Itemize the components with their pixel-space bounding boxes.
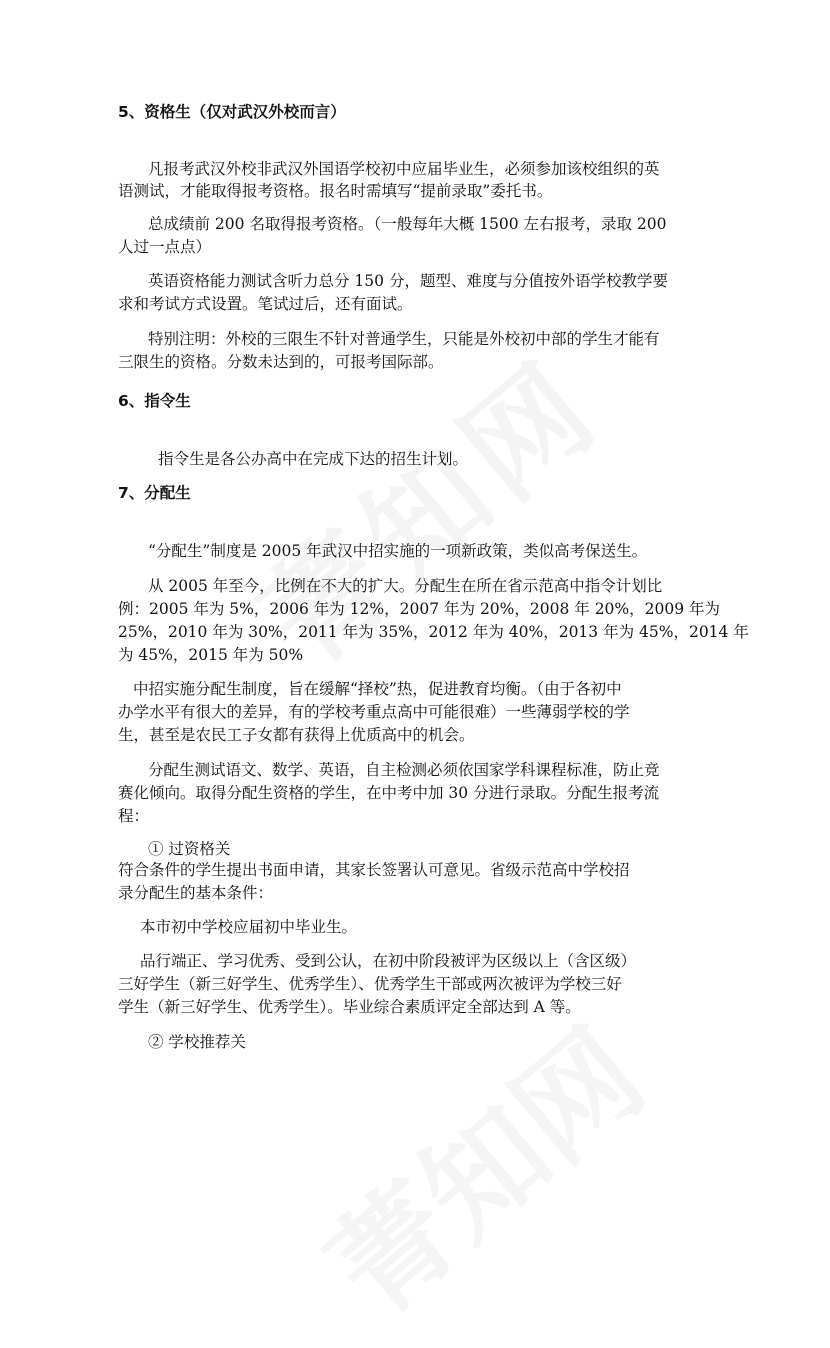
paragraph-line: 求和考试方式设置。笔试过后，还有面试。 xyxy=(118,295,413,313)
paragraph-line: “分配生”制度是 2005 年武汉中招实施的一项新政策，类似高考保送生。 xyxy=(148,542,648,560)
list-item-1: ① 过资格关 xyxy=(148,840,231,858)
paragraph-line: 品行端正、学习优秀、受到公认，在初中阶段被评为区级以上（含区级） xyxy=(140,952,637,970)
paragraph-line: 录分配生的基本条件： xyxy=(118,884,274,902)
paragraph-line: 三限生的资格。分数未达到的，可报考国际部。 xyxy=(118,353,444,371)
section-heading-6 xyxy=(118,390,191,412)
paragraph-line: 人过一点点） xyxy=(118,238,212,256)
paragraph-line: 总成绩前 200 名取得报考资格。（一般每年大概 1500 左右报考，录取 200 xyxy=(148,215,667,233)
paragraph-line: 例：2005 年为 5%，2006 年为 12%，2007 年为 20%，2008 年 20%，2009 年为 xyxy=(118,600,721,618)
paragraph-line: 符合条件的学生提出书面申请，其家长签署认可意见。省级示范高中学校招 xyxy=(118,861,630,879)
paragraph-line: 三好学生（新三好学生、优秀学生）、优秀学生干部或两次被评为学校三好 xyxy=(118,975,622,993)
section-number: 6、 xyxy=(118,392,145,410)
paragraph-line: 中招实施分配生制度，旨在缓解“择校”热，促进教育均衡。（由于各初中 xyxy=(133,680,622,698)
section-number: 7、 xyxy=(118,484,145,502)
paragraph-line: 程： xyxy=(118,807,150,825)
paragraph-line: 凡报考武汉外校非武汉外国语学校初中应届毕业生，必须参加该校组织的英 xyxy=(148,160,660,178)
section-title: 分配生 xyxy=(144,483,191,502)
paragraph-line: 英语资格能力测试含听力总分 150 分，题型、难度与分值按外语学校教学要 xyxy=(148,272,668,290)
paragraph-line: 语测试，才能取得报考资格。报名时需填写“提前录取”委托书。 xyxy=(118,182,553,200)
section-heading-5 xyxy=(118,101,346,123)
paragraph-line: 生，甚至是农民工子女都有获得上优质高中的机会。 xyxy=(118,726,475,744)
section-number: 5、 xyxy=(118,103,145,121)
section-title: 资格生（仅对武汉外校而言） xyxy=(144,102,346,121)
list-item-2: ② 学校推荐关 xyxy=(148,1033,246,1051)
paragraph-line: 学生（新三好学生、优秀学生）。毕业综合素质评定全部达到 A 等。 xyxy=(118,998,581,1016)
paragraph-line: 为 45%，2015 年为 50% xyxy=(118,646,304,664)
paragraph-line: 本市初中学校应届初中毕业生。 xyxy=(140,918,358,936)
watermark-bottom xyxy=(287,984,673,1347)
paragraph-line: 从 2005 年至今，比例在不大的扩大。分配生在所在省示范高中指令计划比 xyxy=(148,577,663,595)
paragraph-line: 特别注明：外校的三限生不针对普通学生，只能是外校初中部的学生才能有 xyxy=(148,330,660,348)
paragraph-line: 指令生是各公办高中在完成下达的招生计划。 xyxy=(158,450,469,468)
section-heading-7 xyxy=(118,482,191,504)
paragraph-line: 办学水平有很大的差异，有的学校考重点高中可能很难）一些薄弱学校的学 xyxy=(118,703,630,721)
section-title: 指令生 xyxy=(144,391,191,410)
paragraph-line: 25%，2010 年为 30%，2011 年为 35%，2012 年为 40%，2013 年为 45%，2014 年 xyxy=(118,623,749,641)
paragraph-line: 赛化倾向。取得分配生资格的学生，在中考中加 30 分进行录取。分配生报考流 xyxy=(118,784,660,802)
paragraph-line: 分配生测试语文、数学、英语，自主检测必须依国家学科课程标准，防止竞 xyxy=(148,761,660,779)
